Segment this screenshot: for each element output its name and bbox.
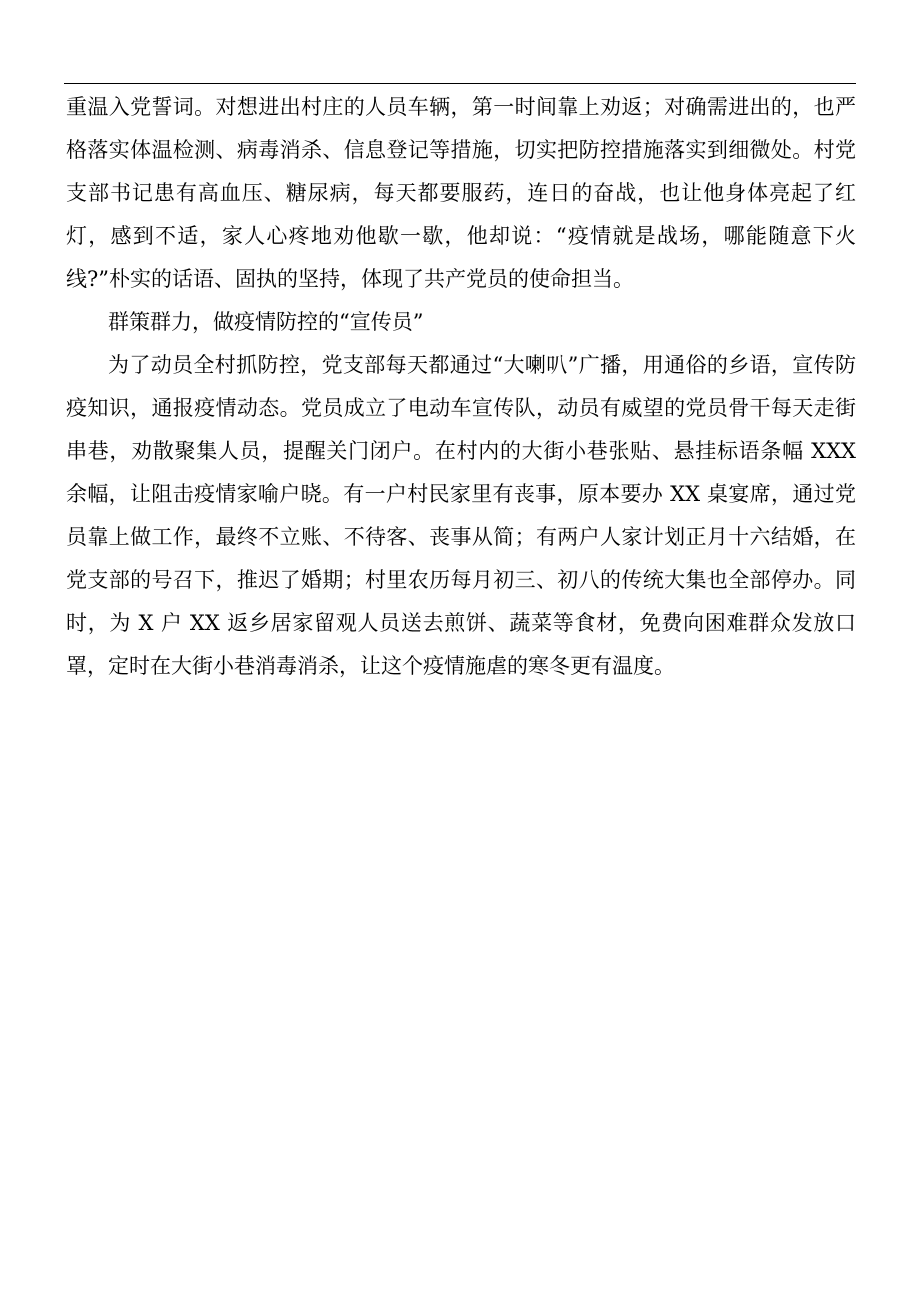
document-body (66, 86, 856, 688)
paragraph-propaganda: 为了动员全村抓防控，党支部每天都通过“大喇叭”广播，用通俗的乡语，宣传防疫知识，通报疫情动态。党员成立了电动车宣传队，动员有威望的党员骨干每天走街串巷，劝散聚集人员，提醒关门闭户。在村内的大街小巷张贴、悬挂标语条幅 XXX 余幅，让阻击疫情家喻户晓。有一户村民家里有丧事，原本要办 XX 桌宴席，通过党员靠上做工作，最终不立账、不待客、丧事从简；有两户人家计划正月十六结婚，在党支部的号召下，推迟了婚期；村里农历每月初三、初八的传统大集也全部停办。同时，为 X 户 XX 返乡居家留观人员送去煎饼、蔬菜等食材，免费向困难群众发放口罩，定时在大街小巷消毒消杀，让这个疫情施虐的寒冬更有温度。 (66, 353, 856, 678)
section-heading: 群策群力，做疫情防控的“宣传员” (108, 310, 424, 334)
header-rule (64, 83, 856, 84)
paragraph-continuation: 重温入党誓词。对想进出村庄的人员车辆，第一时间靠上劝返；对确需进出的，也严格落实体温检测、病毒消杀、信息登记等措施，切实把防控措施落实到细微处。村党支部书记患有高血压、糖尿病，每天都要服药，连日的奋战，也让他身体亮起了红灯，感到不适，家人心疼地劝他歇一歇，他却说：“疫情就是战场，哪能随意下火线?”朴实的话语、固执的坚持，体现了共产党员的使命担当。 (66, 95, 856, 291)
